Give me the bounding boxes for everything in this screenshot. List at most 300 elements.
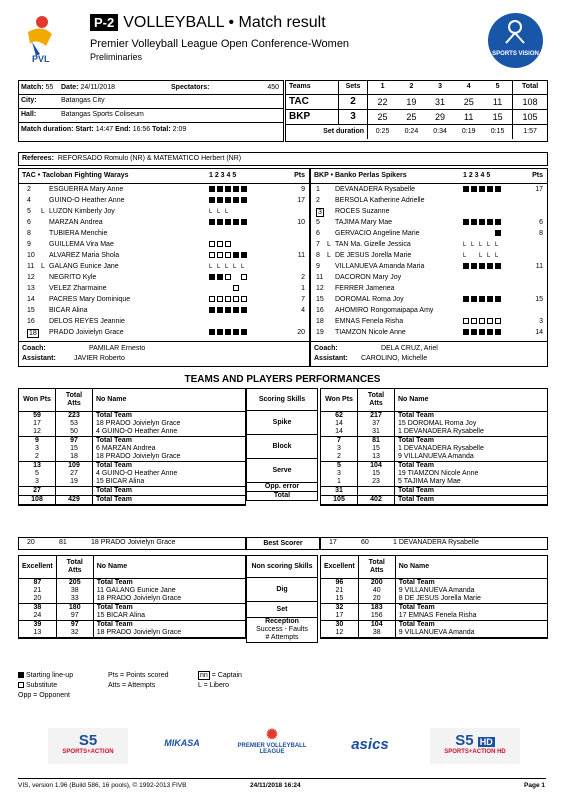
player-name: MARZAN Andrea [49,219,103,226]
perf-player: 8 DE JESUS Jorella Marie [398,594,481,602]
skill-sub-label: # Attempts [265,634,299,641]
perf-player: 9 VILLANUEVA Amanda [398,452,474,460]
perf-row [19,603,245,612]
perf-atts: 104 [358,461,395,470]
set-duration: 0:25 [375,127,390,135]
mikasa-logo: MIKASA [164,738,200,748]
libero-set-mark: L [217,264,221,270]
player-number: 6 [27,219,31,226]
perf-player: 1 DEVANADERA Rysabelle [398,444,484,452]
starting-set-mark [217,307,223,313]
starting-set-mark [225,186,231,192]
player-row [19,296,309,306]
report-code: P-2 [90,14,118,31]
player-number: 2 [27,186,31,193]
perf-won: 27 [19,486,56,495]
perf-atts: 32 [56,629,93,638]
perf-header-name: No Name [398,562,430,570]
perf-won: 2 [19,453,56,462]
player-row [311,241,547,251]
perf-row [19,428,245,437]
team-a-name: TAC • Tacloban Fighting Warays [22,172,129,179]
set-score: 11 [483,94,513,109]
set-participation [209,230,249,239]
assistant-label: Assistant: [314,355,348,362]
team-b-name: BKP • Banko Perlas Spikers [314,172,407,179]
skill-row [247,435,318,459]
sports-action-logo: S5 SPORTS+ACTION [48,728,128,764]
starting-set-mark [241,307,247,313]
set-duration: 0:15 [483,124,513,139]
set-participation [463,296,503,305]
player-row [19,197,309,207]
legend-pts: Pts = Points scored [108,672,169,679]
perf-row [19,595,245,604]
starting-set-mark [233,197,239,203]
perf-row [321,603,547,612]
asics-logo: asics [351,736,389,753]
player-name: PACRES Mary Dominique [49,296,131,303]
legend-captain: = Captain [211,672,242,679]
libero-set-mark: L [479,253,483,259]
libero-set-mark: L [209,209,213,215]
perf-header-first: Won Pts [321,389,358,411]
player-name: ESGUERRA Mary Anne [49,186,124,193]
libero-flag: L [327,241,331,248]
substitute-set-mark [487,318,493,324]
player-row [311,263,547,273]
player-number: 12 [27,274,35,281]
libero-flag: L [41,263,45,270]
substitute-icon [18,682,24,688]
total-points: 105 [522,111,538,122]
starting-lineup-icon [18,672,24,678]
player-name: NEGRITO Kyle [49,274,97,281]
skill-label: Dig [276,585,288,593]
perf-player: Total Team [96,436,132,444]
player-row [19,241,309,251]
perf-atts: 23 [358,478,395,487]
perf-won: 39 [19,620,56,629]
player-row [311,197,547,207]
player-number: 16 [27,318,35,325]
starting-set-mark [209,197,215,203]
starting-set-mark [471,219,477,225]
player-points: 10 [297,219,305,226]
set-participation [209,318,249,327]
perf-row [321,620,547,629]
pts-header: Pts [532,172,543,179]
set-participation [209,307,249,316]
starting-set-mark [495,263,501,269]
set-participation [209,329,249,338]
perf-player: Total Team [398,486,434,494]
sets-header: 1 2 3 4 5 [463,172,491,179]
substitute-set-mark [241,296,247,302]
starting-set-mark [471,186,477,192]
match-date: 24/11/2018 [80,84,115,91]
player-name: DELOS REYES Jeannie [49,318,125,325]
player-points: 17 [297,197,305,204]
substitute-set-mark [209,296,215,302]
set-participation [463,208,503,217]
perf-player: Total Team [398,495,434,503]
sports-vision-text: SPORTS VISION [492,51,539,57]
player-name: TAJIMA Mary Mae [335,219,393,226]
player-points: 7 [301,296,305,303]
libero-set-mark: L [225,209,229,215]
libero-set-mark: L [487,253,491,259]
player-number: 11 [27,263,35,270]
set-score: 25 [463,96,474,107]
player-row [19,208,309,218]
set-participation [463,241,503,251]
hall-label: Hall: [21,111,37,118]
perf-player: Total Team [398,436,434,444]
perf-won: 59 [19,411,56,420]
perf-atts: 15 [56,445,93,453]
perf-player: Total Team [96,461,132,469]
set-participation [463,230,503,239]
footer-date: 24/11/2018 16:24 [250,782,301,789]
starting-set-mark [241,329,247,335]
sets-won: 3 [339,109,368,124]
perf-row [321,453,547,462]
team-b-coach: DELA CRUZ, Ariel [381,345,438,352]
perf-header-atts: Total Atts [358,556,395,578]
perf-won: 7 [321,436,358,445]
player-row [311,274,547,284]
perf-row [321,428,547,437]
player-points: 1 [301,285,305,292]
referees-names: REFORSADO Romulo (NR) & MATEMATICO Herbert (NR) [57,155,242,162]
perf-header-atts: Total Atts [56,389,93,411]
pvl-logo [18,12,63,67]
set-duration: 0:24 [404,127,419,135]
libero-set-mark: L [495,253,499,259]
starting-set-mark [225,329,231,335]
perf-player: 18 PRADO Joivielyn Grace [96,594,182,602]
set5-header: 5 [483,81,513,94]
perf-player: 9 VILLANUEVA Amanda [398,586,475,594]
perf-atts: 205 [56,578,93,587]
perf-atts: 156 [358,612,395,621]
sets-header: 1 2 3 4 5 [209,172,237,179]
skill-row [247,492,318,501]
player-row [19,274,309,284]
skill-label: Total [273,492,291,499]
perf-won: 108 [19,495,56,504]
perf-row [19,478,245,487]
perf-player: 4 GUINO-O Heather Anne [96,427,178,435]
perf-won: 38 [19,603,56,612]
player-name: ALVAREZ Maria Shola [49,252,120,259]
perf-player: 15 DOROMAL Roma Joy [398,419,477,427]
starting-set-mark [217,329,223,335]
perf-atts: 31 [358,428,395,437]
set-duration: 0:19 [461,127,476,135]
player-name: 18 PRADO Joivielyn Grace [91,539,176,546]
starting-set-mark [217,186,223,192]
player-number: 11 [316,274,324,281]
match-number: 55 [45,84,54,91]
player-points: 8 [539,230,543,237]
skill-label: Block [272,442,292,450]
perf-header-name: No Name [96,562,128,570]
player-row [19,329,309,339]
player-row [311,219,547,229]
perf-header-first: Excellent [19,556,56,578]
player-number: 9 [27,241,31,248]
player-row [19,318,309,328]
score-row-tac [286,94,547,109]
player-number: 14 [27,296,35,303]
starting-set-mark [479,296,485,302]
perf-atts: 18 [56,453,93,462]
player-row [311,230,547,240]
substitute-set-mark [471,318,477,324]
perf-atts: 15 [358,470,395,478]
coach-label: Coach: [314,345,338,352]
sports-vision-logo [488,13,543,68]
skill-row [247,602,318,618]
perf-player: Total Team [96,495,132,503]
perf-row [321,470,547,478]
legend-substitute: Substitute [26,682,58,689]
player-number: 12 [316,285,324,292]
perf-player: Total Team [96,578,133,586]
player-number: 2 [316,197,320,204]
starting-set-mark [471,329,477,335]
perf-atts: 97 [56,620,93,629]
player-number: 18 [316,318,324,325]
player-number: 5 [27,208,31,215]
footer-version: VIS, version 1.96 (Build 586, 16 pools), © 1992-2013 FIVB [18,782,187,789]
perf-atts: 38 [358,629,395,638]
spectators-label: Spectators: [171,84,210,91]
perf-player: 17 EMNAS Fenela Risha [398,611,477,619]
set-participation [463,307,503,316]
player-number: 15 [316,296,324,303]
perf-row [321,420,547,428]
perf-row [19,411,245,420]
starting-set-mark [233,329,239,335]
sets-header: Sets [339,81,368,94]
starting-set-mark [217,219,223,225]
spectators-count: 450 [267,84,279,91]
set-score: 11 [464,111,474,122]
player-number: 9 [316,263,320,270]
total-label: Total: [152,126,171,133]
perf-row [321,595,547,604]
hall-value: Batangas Sports Coliseum [61,111,144,118]
perf-row [19,578,245,587]
total-duration: 1:57 [523,127,537,135]
perf-won: 30 [321,620,358,629]
referees-box [18,152,548,166]
logo-text: SPORTS+ACTION [62,749,114,755]
set-participation [209,252,249,261]
page-title: VOLLEYBALL • Match result [123,14,326,31]
perf-won: 5 [19,470,56,478]
perf-header-atts: Total Atts [56,556,93,578]
set-duration-row [286,124,547,139]
set2-header: 2 [409,83,414,90]
scoring-right-table [320,388,548,506]
libero-flag: L [327,252,331,259]
perf-row [19,420,245,428]
perf-atts: 97 [56,436,93,445]
perf-header-row [321,389,547,411]
libero-set-mark: L [209,264,213,270]
skill-row [247,459,318,483]
skills-header-row [247,556,318,578]
won-points: 17 [329,539,337,546]
perf-header-row [19,556,245,578]
score-row-bkp [286,109,547,124]
starting-set-mark [463,329,469,335]
nonscoring-left-table [18,555,246,639]
perf-player: 11 GALANG Eunice Jane [96,586,176,594]
set-participation [209,241,249,250]
start-label: Start: [75,126,94,133]
coach-label: Coach: [22,345,46,352]
player-name: DACORON Mary Joy [335,274,402,281]
pvl-footer-logo: ✺ PREMIER VOLLEYBALL LEAGUE [232,726,312,755]
perf-player: Total Team [398,461,434,469]
referees-label: Referees: [22,155,54,162]
start-time: 14:47 [95,126,114,133]
player-row [311,252,547,262]
player-name: VELEZ Zharmaine [49,285,107,292]
libero-set-mark: L [479,242,483,248]
starting-set-mark [463,186,469,192]
player-number: 7 [316,241,320,248]
player-points: 14 [535,329,543,336]
player-name: ROCES Suzanne [335,208,390,215]
perf-won: 24 [19,612,56,621]
player-name: TIAMZON Nicole Anne [335,329,406,336]
libero-set-mark: L [241,264,245,270]
set-participation [463,263,503,272]
assistant-label: Assistant: [22,355,56,362]
perf-atts: 217 [358,411,395,420]
logo-text: SPORTS+ACTION HD [444,749,506,755]
perf-row [19,486,245,495]
legend [18,672,318,712]
duration-label: Match duration: [21,126,74,133]
perf-atts: 223 [56,411,93,420]
perf-header-row [19,389,245,411]
perf-won: 3 [321,445,358,453]
perf-won: 32 [321,603,358,612]
skill-name [247,492,318,501]
performances-title: TEAMS AND PLAYERS PERFORMANCES [184,374,381,385]
captain-box: nn [200,672,208,679]
perf-player: Total Team [96,411,132,419]
player-points: 11 [297,252,305,259]
total-header: Total [521,83,539,90]
set-score: 31 [435,96,446,107]
set1-header: 1 [380,83,385,90]
player-points: 2 [301,274,305,281]
skill-row [247,411,318,435]
player-name: BICAR Alina [49,307,88,314]
perf-row [19,587,245,595]
starting-set-mark [495,296,501,302]
perf-player: 5 TAJIMA Mary Mae [398,477,461,485]
substitute-set-mark [217,252,223,258]
perf-row [19,461,245,470]
score-header-row [286,81,547,94]
starting-set-mark [233,186,239,192]
perf-player: Total Team [96,620,133,628]
starting-set-mark [463,263,469,269]
perf-won: 20 [19,595,56,604]
perf-won: 13 [19,461,56,470]
starting-set-mark [495,329,501,335]
total-points: 108 [522,96,538,107]
skill-label: Set [276,605,288,613]
player-number: 19 [316,329,324,336]
perf-player: 18 PRADO Joivielyn Grace [96,419,181,427]
player-row [19,252,309,262]
sponsor-logos [0,722,565,770]
perf-atts: 38 [56,587,93,595]
team-a-assistant: JAVIER Roberto [74,355,125,362]
perf-won: 3 [19,445,56,453]
substitute-set-mark [209,252,215,258]
starting-set-mark [463,219,469,225]
player-name: LUZON Kimberly Joy [49,208,115,215]
pts-header: Pts [294,172,305,179]
team-b-assistant: CAROLINO, Michelle [361,355,428,362]
player-number: 10 [27,252,35,259]
perf-row [321,587,547,595]
substitute-set-mark [495,318,501,324]
perf-atts: 19 [56,478,93,487]
player-name: DE JESUS Jorella Marie [335,252,412,259]
perf-atts: 27 [56,470,93,478]
player-row [311,318,547,328]
player-row [19,307,309,317]
legend-opp: Opp = Opponent [18,692,70,699]
player-points: 17 [535,186,543,193]
perf-atts: 429 [56,495,93,504]
substitute-set-mark [225,241,231,247]
set-score: 22 [377,96,388,107]
perf-player: Total Team [398,578,435,586]
perf-player: Total Team [398,603,435,611]
perf-atts: 15 [358,445,395,453]
perf-player: Total Team [96,486,132,494]
perf-player: 18 PRADO Joivielyn Grace [96,628,182,636]
set-participation [463,329,503,338]
nonscoring-right-table [320,555,548,639]
attempts: 81 [59,539,67,546]
perf-won: 105 [321,495,358,504]
skill-row [247,483,318,492]
perf-won: 21 [19,587,56,595]
perf-row [321,629,547,638]
starting-set-mark [495,219,501,225]
perf-player: 4 GUINO-O Heather Anne [96,469,178,477]
set4-header: 4 [466,83,471,90]
player-row [311,186,547,196]
player-number: 13 [27,285,35,292]
perf-atts: 33 [56,595,93,604]
skill-name [247,618,318,643]
